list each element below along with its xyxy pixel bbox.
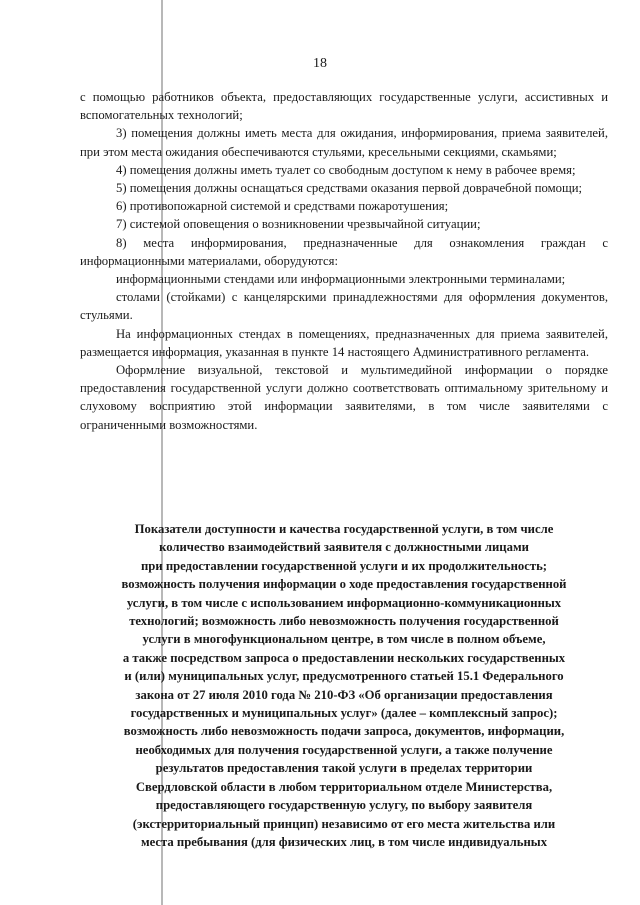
heading-line: технологий; возможность либо невозможность получения государственной [129,614,559,629]
paragraph: информационными стендами или информационными электронными терминалами; [116,272,566,287]
paragraph: 4) помещения должны иметь туалет со свободным доступом к нему в рабочее время; [116,162,576,177]
heading-line: и (или) муниципальных услуг, предусмотренного статьей 15.1 Федерального [124,669,564,684]
heading-line: услуги, в том числе с использованием информационно-коммуникационных [126,595,562,610]
body-text [80,88,608,434]
heading-line: Свердловской области в любом территориальном отделе Министерства, [135,779,553,794]
heading-line: возможность получения информации о ходе предоставления государственной [121,577,567,592]
heading-line: услуги в многофункциональном центре, в том числе в полном объеме, [142,632,546,647]
heading-line: Показатели доступности и качества государственной услуги, в том числе [134,522,554,536]
heading-line: количество взаимодействий заявителя с должностными лицами [159,540,529,555]
heading-line: места пребывания (для физических лиц, в том числе индивидуальных [140,834,548,849]
paragraph: 6) противопожарной системой и средствами пожаротушения; [116,199,449,214]
section-heading [80,520,608,851]
heading-line: а также посредством запроса о предоставлении нескольких государственных [122,650,566,665]
heading-line: закона от 27 июля 2010 года № 210-ФЗ «Об организации предоставления [135,687,553,702]
heading-line: при предоставлении государственной услуги и их продолжительность; [140,558,548,573]
page-number: 18 [313,56,327,71]
heading-line: необходимых для получения государственной услуги, а также получение [135,742,553,757]
paragraph: 8) места информирования, предназначенные для ознакомления граждан с информационными материалами, оборудуются: [80,235,608,268]
heading-line: государственных и муниципальных услуг» (далее – комплексный запрос); [130,706,558,721]
heading-line: результатов предоставления такой услуги в пределах территории [155,761,533,776]
paragraph: На информационных стендах в помещениях, предназначенных для приема заявителей, размещается информация, указанная в пункте 14 настоящего Административного регламента. [80,326,608,359]
paragraph: с помощью работников объекта, предоставляющих государственные услуги, ассистивных и вспомогательных технологий; [80,90,608,123]
paragraph: 5) помещения должны оснащаться средствами оказания первой доврачебной помощи; [116,181,583,196]
heading-line: возможность либо невозможность подачи запроса, документов, информации, [123,724,565,739]
paragraph: 7) системой оповещения о возникновении чрезвычайной ситуации; [116,217,481,232]
heading-line: (экстерриториальный принцип) независимо от его места жительства или [132,816,556,831]
paragraph: Оформление визуальной, текстовой и мультимедийной информации о порядке предоставления государственной услуги должно соответствовать оптимальному зрительному и слуховому восприятию этой информации заявителями, в том числе заявителями с ограниченными возможностями. [80,363,608,432]
paragraph: столами (стойками) с канцелярскими принадлежностями для оформления документов, стульями. [80,290,608,323]
paragraph: 3) помещения должны иметь места для ожидания, информирования, приема заявителей, при этом места ожидания обеспечиваются стульями, кресельными секциями, скамьями; [80,126,608,159]
heading-line: предоставляющего государственную услугу, по выбору заявителя [155,798,533,813]
